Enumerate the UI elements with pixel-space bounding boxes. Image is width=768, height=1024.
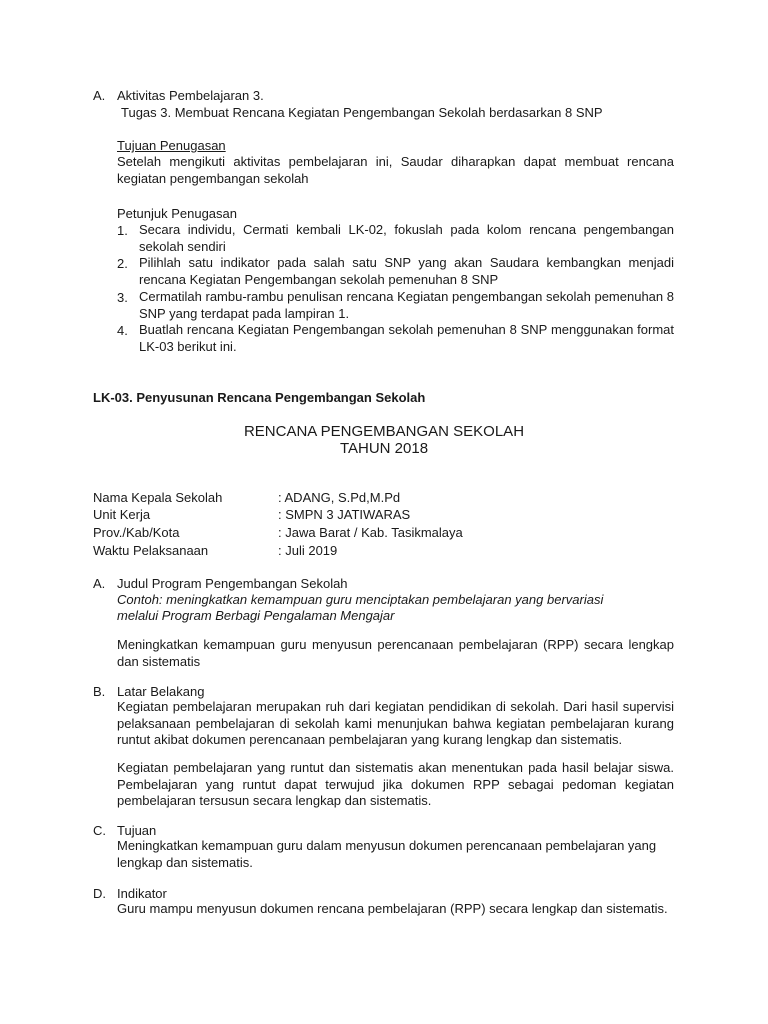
info-label: Waktu Pelaksanaan [93,543,209,558]
info-value: : Juli 2019 [278,543,338,558]
section-d-title: Indikator [117,886,167,901]
doc-title-line2: TAHUN 2018 [339,440,429,457]
info-value: : ADANG, S.Pd,M.Pd [278,490,401,505]
section-b-letter: B. [93,684,106,699]
info-label: Nama Kepala Sekolah [93,490,223,505]
task-subheading: Tugas 3. Membuat Rencana Kegiatan Pengembangan Sekolah berdasarkan 8 SNP [121,105,603,120]
petunjuk-item-text: Buatlah rencana Kegiatan Pengembangan sekolah pemenuhan 8 SNP menggunakan format LK-03 berikut ini. [139,322,674,354]
section-b-paragraph-2: Kegiatan pembelajaran yang runtut dan sistematis akan menentukan pada hasil belajar siswa. Pembelajaran yang runtut dapat terwujud jika dokumen RPP sebagai pedoman kegiatan pembelajaran tersusun secara lengkap dan sistematis. [117,760,674,808]
petunjuk-item-number: 4. [117,323,128,338]
section-b-title: Latar Belakang [117,684,205,699]
tujuan-penugasan-text: Setelah mengikuti aktivitas pembelajaran ini, Saudar diharapkan dapat membuat rencana kegiatan pengembangan sekolah [117,154,674,186]
info-value: : SMPN 3 JATIWARAS [278,507,411,522]
petunjuk-item-number: 2. [117,256,128,271]
petunjuk-item-number: 1. [117,223,128,238]
task-heading: Aktivitas Pembelajaran 3. [117,88,264,103]
section-a-title: Judul Program Pengembangan Sekolah [117,576,348,591]
section-a-text: Meningkatkan kemampuan guru menyusun perencanaan pembelajaran (RPP) secara lengkap dan sistematis [117,637,674,669]
section-a-example-line2: melalui Program Berbagi Pengalaman Mengajar [117,608,395,623]
petunjuk-item-text: Cermatilah rambu-rambu penulisan rencana Kegiatan pengembangan sekolah pemenuhan 8 SNP yang terdapat pada lampiran 1. [139,289,674,321]
tujuan-penugasan-title: Tujuan Penugasan [117,138,226,153]
petunjuk-item-text: Secara individu, Cermati kembali LK-02, fokuslah pada kolom rencana pengembangan sekolah sendiri [139,222,674,254]
section-c-title: Tujuan [117,823,157,838]
section-c-text: Meningkatkan kemampuan guru dalam menyusun dokumen perencanaan pembelajaran yang lengkap dan sistematis. [117,838,657,870]
petunjuk-item-number: 3. [117,290,128,305]
section-b-paragraph-1: Kegiatan pembelajaran merupakan ruh dari kegiatan pendidikan di sekolah. Dari hasil supervisi pelaksanaan pembelajaran di sekolah kami menunjukan bahwa kegiatan pembelajaran kurang runtut akibat dokumen perencanaan pembelajaran yang kurang lengkap dan sistematis. [117,699,674,747]
petunjuk-item-text: Pilihlah satu indikator pada salah satu SNP yang akan Saudara kembangkan menjadi rencana Kegiatan Pengembangan sekolah pemenuhan 8 SNP [139,255,674,287]
doc-title-line1: RENCANA PENGEMBANGAN SEKOLAH [243,423,525,440]
task-letter: A. [93,88,106,103]
section-d-letter: D. [93,886,106,901]
section-a-example-line1: Contoh: meningkatkan kemampuan guru menciptakan pembelajaran yang bervariasi [117,592,604,607]
lk-title: LK-03. Penyusunan Rencana Pengembangan Sekolah [93,390,426,405]
petunjuk-title: Petunjuk Penugasan [117,206,237,221]
info-label: Prov./Kab/Kota [93,525,180,540]
info-value: : Jawa Barat / Kab. Tasikmalaya [278,525,463,540]
section-d-text: Guru mampu menyusun dokumen rencana pembelajaran (RPP) secara lengkap dan sistematis. [117,901,668,916]
section-c-letter: C. [93,823,106,838]
info-label: Unit Kerja [93,507,151,522]
section-a-letter: A. [93,576,106,591]
